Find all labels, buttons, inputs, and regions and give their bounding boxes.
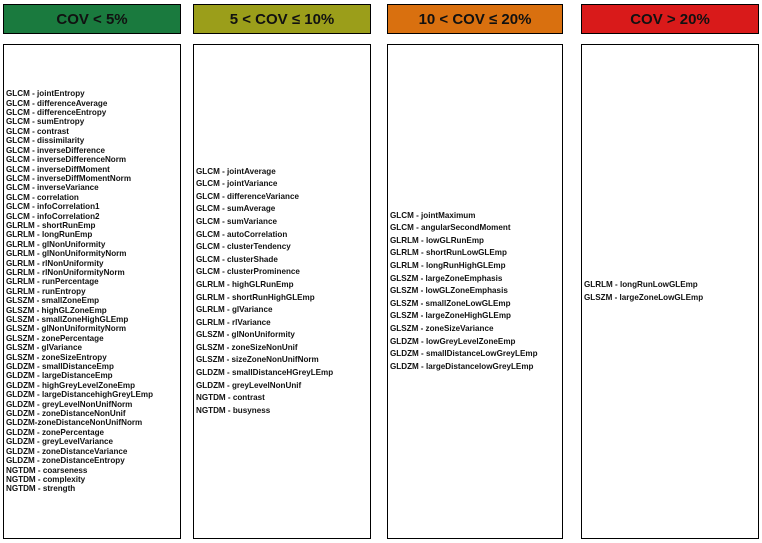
feature-item: GLRLM - rlNonUniformityNorm xyxy=(6,267,125,277)
header-title: COV < 5% xyxy=(56,10,128,28)
feature-item: GLDZM - highGreyLevelZoneEmp xyxy=(6,380,136,390)
feature-item: GLSZM - largeZoneLowGLEmp xyxy=(584,292,704,302)
feature-item: GLRLM - longRunHighGLEmp xyxy=(390,261,506,271)
feature-item: GLDZM - zonePercentage xyxy=(6,427,105,437)
feature-item: GLCM - sumEntropy xyxy=(6,117,85,127)
feature-item: GLRLM - rlVariance xyxy=(196,317,271,327)
header-cov-10-to-20 xyxy=(387,4,563,34)
feature-item: GLCM - inverseDifferenceNorm xyxy=(6,155,127,165)
header-cov-under-5 xyxy=(3,4,181,34)
feature-item: GLDZM - zoneDistanceEntropy xyxy=(6,456,125,466)
header-title: 5 < COV ≤ 10% xyxy=(229,10,335,28)
feature-item: GLDZM - smallDistanceHGreyLEmp xyxy=(196,368,334,378)
feature-item: GLRLM - longRunEmp xyxy=(6,230,93,240)
feature-item: GLCM - dissimilarity xyxy=(6,136,85,146)
feature-item: GLSZM - highGLZoneEmp xyxy=(6,305,107,315)
feature-item: GLDZM - smallDistanceLowGreyLEmp xyxy=(390,349,538,359)
feature-item: GLCM - jointMaximum xyxy=(390,210,476,220)
feature-item: GLSZM - largeZoneEmphasis xyxy=(390,273,503,283)
feature-item: GLCM - inverseDiffMoment xyxy=(6,164,110,174)
feature-item: GLCM - autoCorrelation xyxy=(196,229,288,239)
feature-item: GLRLM - shortRunLowGLEmp xyxy=(390,248,507,258)
feature-item: GLDZM - zoneDistanceNonUnif xyxy=(6,409,126,419)
header-cov-5-to-10 xyxy=(193,4,371,34)
feature-item: GLRLM - runPercentage xyxy=(6,277,99,287)
feature-item: GLRLM - rlNonUniformity xyxy=(6,258,104,268)
feature-item: GLCM - sumVariance xyxy=(196,216,277,226)
feature-item: NGTDM - contrast xyxy=(196,393,265,403)
feature-item: GLSZM - glVariance xyxy=(6,343,83,353)
feature-item: GLCM - clusterShade xyxy=(196,254,278,264)
feature-item: GLCM - infoCorrelation2 xyxy=(6,211,100,221)
feature-item: GLRLM - glNonUniformity xyxy=(6,239,106,249)
feature-item: NGTDM - strength xyxy=(6,484,76,494)
feature-item: GLSZM - sizeZoneNonUnifNorm xyxy=(196,355,319,365)
feature-item: GLSZM - largeZoneHighGLEmp xyxy=(390,311,511,321)
feature-list-cov-under-5 xyxy=(3,44,181,539)
feature-item: GLCM - correlation xyxy=(6,192,79,202)
feature-item: GLDZM - largeDistancehighGreyLEmp xyxy=(6,390,154,400)
feature-item: GLRLM - shortRunEmp xyxy=(6,220,96,230)
feature-item: GLDZM-zoneDistanceNonUnifNorm xyxy=(6,418,143,428)
feature-item: GLSZM - zonePercentage xyxy=(6,333,104,343)
feature-item: GLSZM - zoneSizeEntropy xyxy=(6,352,107,362)
feature-item: NGTDM - complexity xyxy=(6,474,86,484)
feature-item: GLSZM - smallZoneHighGLEmp xyxy=(6,315,129,325)
feature-item: GLDZM - greyLevelNonUnifNorm xyxy=(6,399,133,409)
feature-item: GLDZM - greyLevelNonUnif xyxy=(196,380,302,390)
feature-item: NGTDM - busyness xyxy=(196,405,271,415)
feature-item: GLCM - jointAverage xyxy=(196,166,276,176)
feature-item: GLCM - jointEntropy xyxy=(6,89,85,99)
feature-item: GLCM - differenceEntropy xyxy=(6,108,107,118)
feature-item: GLCM - contrast xyxy=(6,126,69,136)
feature-item: GLRLM - shortRunHighGLEmp xyxy=(196,292,315,302)
feature-item: GLSZM - glNonUniformity xyxy=(196,330,295,340)
feature-item: GLDZM - zoneDistanceVariance xyxy=(6,446,128,456)
header-cov-over-20 xyxy=(581,4,759,34)
feature-list-cov-5-to-10 xyxy=(193,44,371,539)
feature-item: GLCM - infoCorrelation1 xyxy=(6,202,100,212)
feature-item: GLCM - clusterProminence xyxy=(196,267,300,277)
feature-item: GLSZM - lowGLZoneEmphasis xyxy=(390,286,508,296)
feature-item: GLRLM - glVariance xyxy=(196,305,273,315)
header-title: COV > 20% xyxy=(630,10,710,28)
feature-item: GLCM - sumAverage xyxy=(196,204,276,214)
feature-item: GLRLM - highGLRunEmp xyxy=(196,279,294,289)
feature-list-cov-10-to-20 xyxy=(387,44,563,539)
feature-item: GLSZM - smallZoneEmp xyxy=(6,296,100,306)
feature-item: GLDZM - greyLevelVariance xyxy=(6,437,114,447)
feature-item: GLDZM - largeDistancelowGreyLEmp xyxy=(390,361,534,371)
feature-item: GLRLM - glNonUniformityNorm xyxy=(6,249,127,259)
feature-item: GLSZM - smallZoneLowGLEmp xyxy=(390,298,511,308)
feature-item: GLCM - clusterTendency xyxy=(196,242,291,252)
feature-item: GLCM - jointVariance xyxy=(196,179,278,189)
feature-item: GLCM - inverseVariance xyxy=(6,183,99,193)
feature-item: GLRLM - runEntropy xyxy=(6,286,86,296)
feature-item: GLSZM - zoneSizeNonUnif xyxy=(196,342,298,352)
feature-item: GLRLM - lowGLRunEmp xyxy=(390,235,484,245)
feature-item: NGTDM - coarseness xyxy=(6,465,88,475)
feature-item: GLSZM - zoneSizeVariance xyxy=(390,323,494,333)
feature-item: GLCM - differenceVariance xyxy=(196,191,300,201)
feature-item: GLRLM - longRunLowGLEmp xyxy=(584,279,698,289)
feature-list-cov-over-20 xyxy=(581,44,759,539)
feature-item: GLDZM - smallDistanceEmp xyxy=(6,362,114,372)
feature-item: GLDZM - largeDistanceEmp xyxy=(6,371,113,381)
feature-item: GLCM - inverseDifference xyxy=(6,145,105,155)
feature-item: GLCM - differenceAverage xyxy=(6,98,108,108)
header-title: 10 < COV ≤ 20% xyxy=(418,10,532,28)
feature-item: GLCM - inverseDiffMomentNorm xyxy=(6,173,132,183)
feature-item: GLCM - angularSecondMoment xyxy=(390,223,511,233)
feature-item: GLDZM - lowGreyLevelZoneEmp xyxy=(390,336,516,346)
feature-item: GLSZM - glNonUniformityNorm xyxy=(6,324,127,334)
